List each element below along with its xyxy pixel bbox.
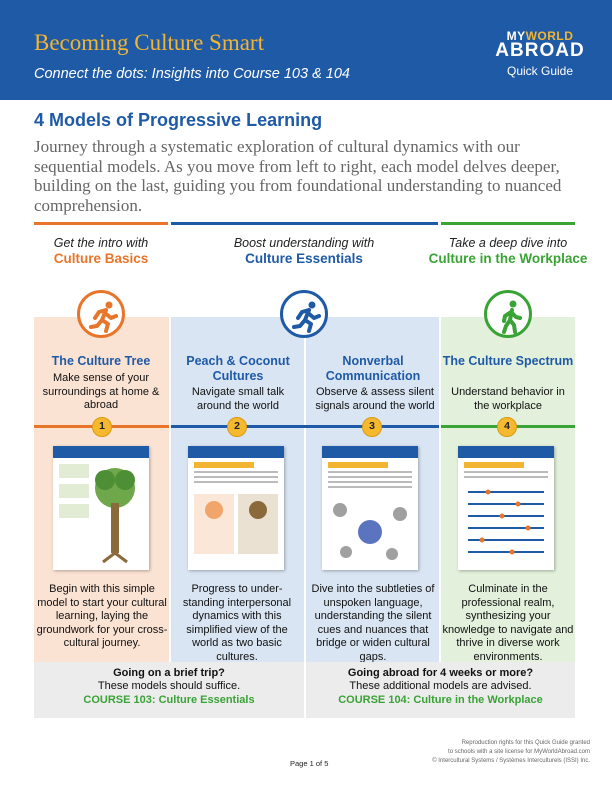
course-box-104 [306,662,575,718]
section-line-basics [34,222,168,225]
section-line-essentials [171,222,438,225]
model-title-3: Nonverbal Communication [325,354,421,383]
model-title-2: Peach & Coconut Cultures [186,354,290,383]
header-subtitle: Connect the dots: Insights into Course 103 & 104 [34,66,350,82]
step-number-2: 2 [227,417,247,437]
course-question: Going on a brief trip? [113,667,225,679]
step-number-4: 4 [497,417,517,437]
model-title-1: The Culture Tree [51,354,151,368]
model-footer-4: Culminate in the professional realm, synthesizing your knowledge to navigate and thrive in diverse work environments. [442,583,574,663]
running-person-icon [77,290,125,338]
model-desc-1: Make sense of your surroundings at home & abroad [42,372,160,411]
section-emphasis: Culture Basics [53,251,149,266]
logo-world: WORLD [525,29,574,43]
rights-line-2: to schools with a site license for MyWorldAbroad.com [448,749,590,755]
model-title-4: The Culture Spectrum [442,354,574,368]
walking-person-icon [484,290,532,338]
section-line-workplace [441,222,575,225]
divider-2 [171,425,439,428]
header-banner [0,0,612,100]
intro-body: Journey through a systematic exploration of cultural dynamics with our sequential models. As you move from left to right, each model delves deeper, building on the last, guiding you from foundational understanding to nuanced comprehension. [34,137,562,215]
course-question: Going abroad for 4 weeks or more? [347,667,534,679]
model-thumbnail-culture-tree [53,446,149,570]
rights-line-3: © Intercultural Systems / Systèmes Interculturels (ISSI) Inc. [432,758,590,764]
myworldabroad-logo [490,31,590,78]
logo-my: MY [506,29,526,43]
reproduction-rights [330,739,590,766]
page-number: Page 1 of 5 [290,759,329,768]
model-desc-4: Understand behavior in the workplace [451,386,565,412]
model-footer-3: Dive into the subtleties of unspoken language, understanding the silent cues and nuances that bridge or widen cultural gaps. [311,583,435,663]
model-desc-3: Observe & assess silent signals around the world [315,386,435,412]
model-desc-2: Navigate small talk around the world [191,386,285,412]
section-emphasis: Culture Essentials [245,251,363,266]
step-number-1: 1 [92,417,112,437]
step-number-3: 3 [362,417,382,437]
section-emphasis: Culture in the Workplace [428,251,588,266]
course-name: COURSE 104: Culture in the Workplace [338,694,543,706]
model-footer-2: Progress to under-standing interpersonal dynamics with this simplified view of the world as two basic cultures. [182,583,292,663]
model-thumbnail-culture-spectrum [458,446,554,570]
logo-quick-guide: Quick Guide [506,64,574,78]
model-thumbnail-peach-coconut [188,446,284,570]
section-label-basics [11,236,191,267]
course-box-103 [34,662,304,718]
section-label-essentials [214,236,394,267]
logo-abroad: ABROAD [495,40,585,61]
model-footer-1: Begin with this simple model to start your cultural learning, laying the groundwork for your cross-cultural journey. [36,583,168,649]
course-name: COURSE 103: Culture Essentials [83,694,255,706]
header-title: Becoming Culture Smart [34,30,264,55]
course-statement: These models should suffice. [97,680,241,692]
running-person-icon [280,290,328,338]
model-thumbnail-nonverbal [322,446,418,570]
section-label-workplace [418,236,598,267]
section-lead: Take a deep dive into [448,236,568,250]
section-lead: Boost understanding with [233,236,375,250]
rights-line-1: Reproduction rights for this Quick Guide granted [461,740,590,746]
course-statement: These additional models are advised. [349,680,532,692]
intro-title: 4 Models of Progressive Learning [34,110,323,130]
section-lead: Get the intro with [53,236,149,250]
